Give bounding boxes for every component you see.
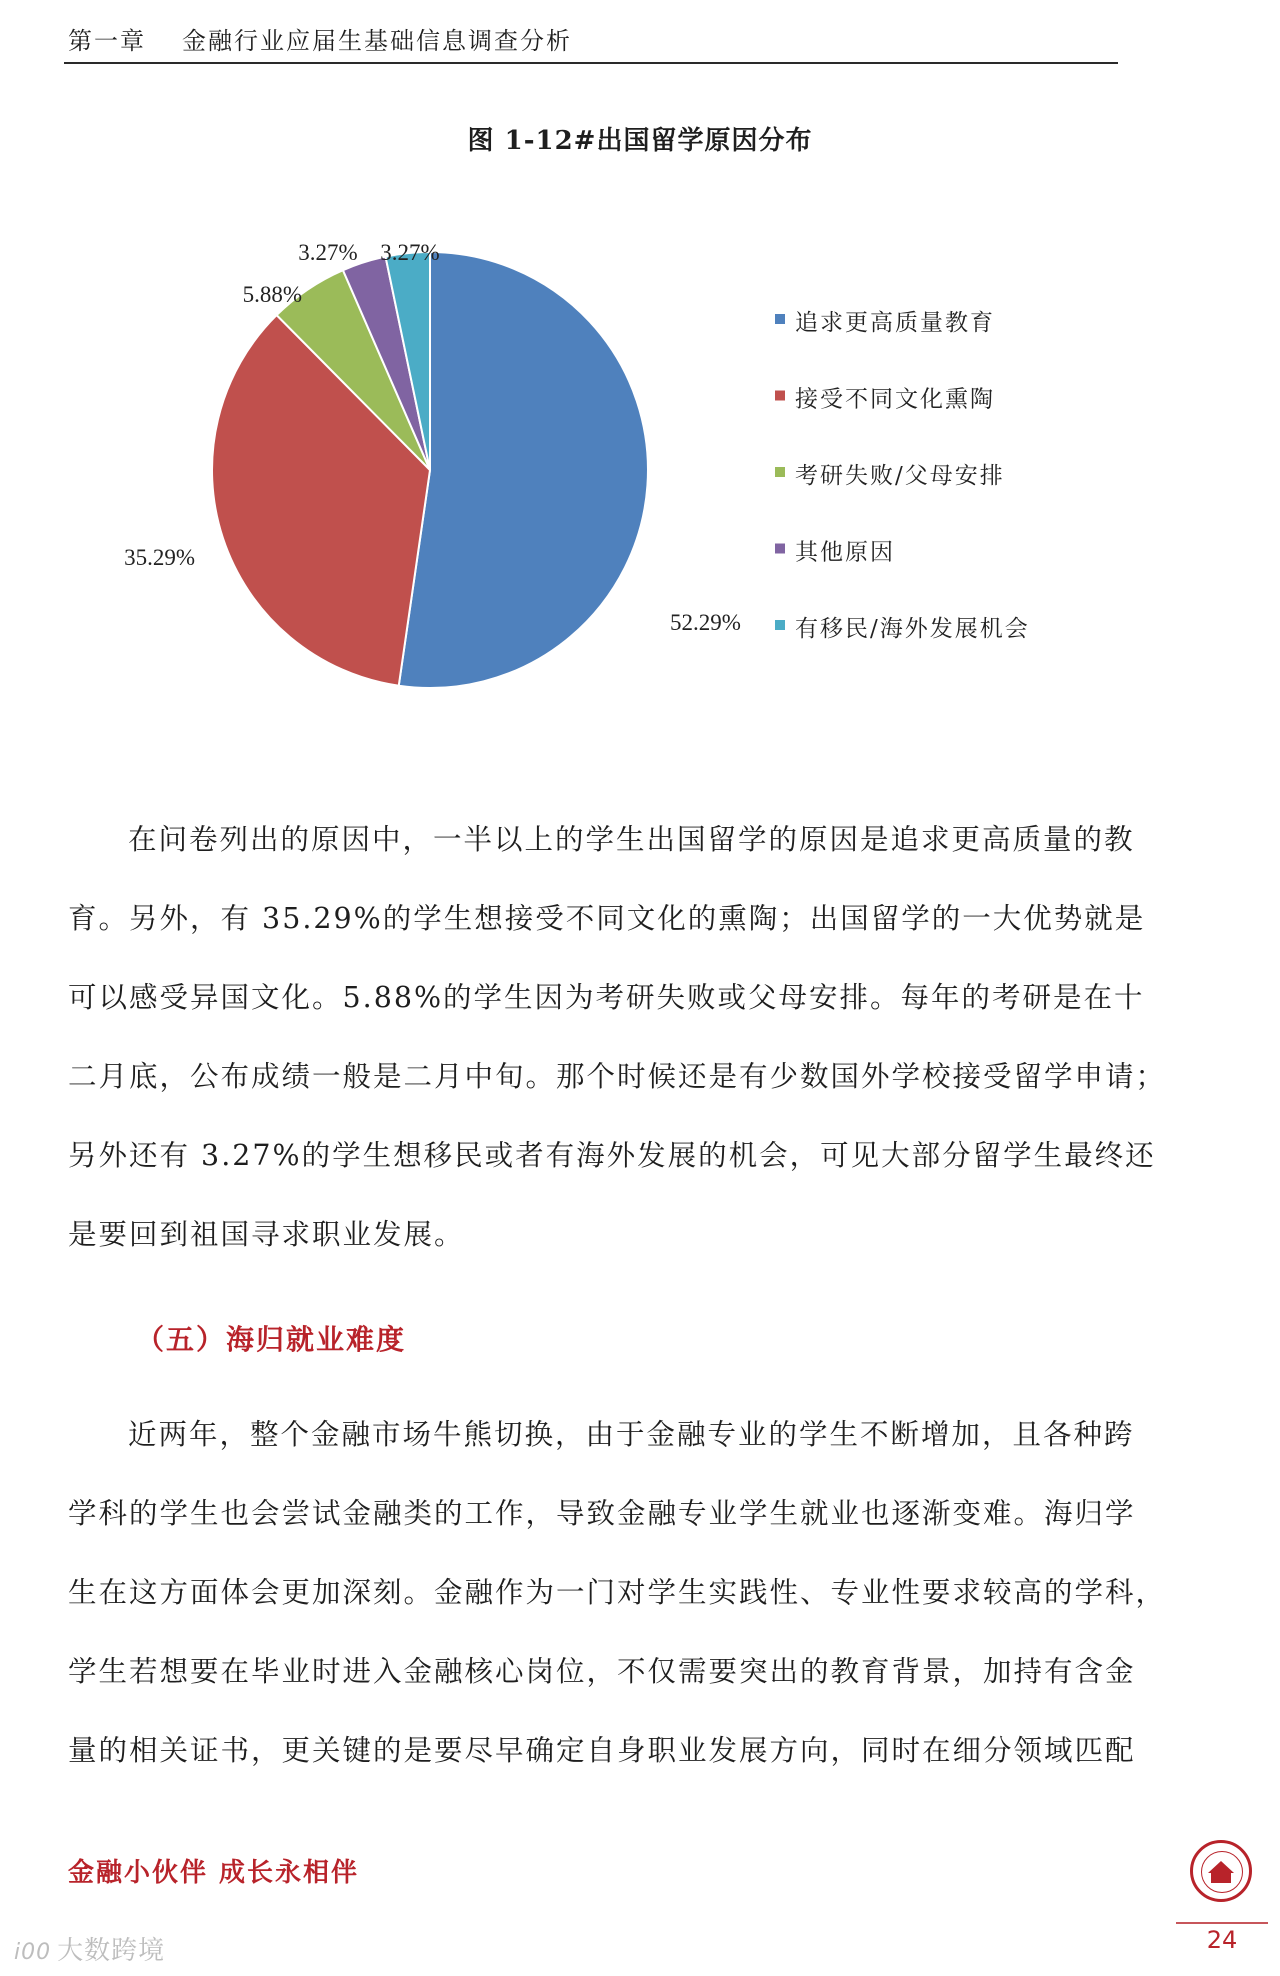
paragraph-difficulty <box>68 1410 1167 1805</box>
paragraph-line: 育。另外，有 35.29%的学生想接受不同文化的熏陶；出国留学的一大优势就是 <box>68 902 1146 935</box>
legend-swatch <box>775 467 785 477</box>
legend-label: 考研失败/父母安排 <box>795 463 1005 489</box>
legend-swatch <box>775 314 785 324</box>
paragraph-line: 另外还有 3.27%的学生想移民或者有海外发展的机会，可见大部分留学生最终还 <box>68 1139 1156 1172</box>
footer-slogan: 金融小伙伴 成长永相伴 <box>68 1858 360 1888</box>
page-header <box>64 24 1118 64</box>
chapter-title: 金融行业应届生基础信息调查分析 <box>182 27 572 55</box>
legend-swatch <box>775 620 785 630</box>
watermark <box>14 1930 165 1967</box>
legend-swatch <box>775 391 785 401</box>
data-label: 3.27% <box>380 240 440 265</box>
paragraph-line: 近两年，整个金融市场牛熊切换，由于金融专业的学生不断增加，且各种跨 <box>128 1418 1135 1451</box>
data-label: 52.29% <box>670 610 741 635</box>
watermark-text: 大数跨境 <box>57 1936 166 1966</box>
data-label: 5.88% <box>242 282 302 307</box>
data-label: 35.29% <box>124 545 195 570</box>
paragraph-line: 可以感受异国文化。5.88%的学生因为考研失败或父母安排。每年的考研是在十 <box>68 981 1145 1014</box>
data-label: 3.27% <box>298 240 358 265</box>
page-number-rule <box>1176 1922 1268 1924</box>
legend-label: 有移民/海外发展机会 <box>795 616 1030 642</box>
paragraph-line: 学科的学生也会尝试金融类的工作，导致金融专业学生就业也逐渐变难。海归学 <box>68 1497 1136 1530</box>
paragraph-line: 生在这方面体会更加深刻。金融作为一门对学生实践性、专业性要求较高的学科， <box>68 1576 1167 1609</box>
legend-swatch <box>775 544 785 554</box>
university-seal-logo <box>1190 1840 1252 1902</box>
paragraph-line: 是要回到祖国寻求职业发展。 <box>68 1218 465 1251</box>
page-number: 24 <box>1206 1926 1238 1954</box>
paragraph-line: 在问卷列出的原因中，一半以上的学生出国留学的原因是追求更高质量的教 <box>128 823 1135 856</box>
paragraph-reasons <box>68 815 1167 1289</box>
legend-label: 其他原因 <box>795 539 895 566</box>
legend-label: 接受不同文化熏陶 <box>795 386 995 413</box>
watermark-logo-icon: i00 <box>14 1940 52 1965</box>
pie-slice <box>399 252 648 688</box>
paragraph-line: 学生若想要在毕业时进入金融核心岗位，不仅需要突出的教育背景，加持有含金 <box>68 1655 1136 1688</box>
figure-title: 图 1-12#出国留学原因分布 <box>467 126 813 156</box>
paragraph-line: 量的相关证书，更关键的是要尽早确定自身职业发展方向，同时在细分领域匹配 <box>68 1734 1136 1767</box>
paragraph-line: 二月底，公布成绩一般是二月中旬。那个时候还是有少数国外学校接受留学申请； <box>68 1060 1167 1093</box>
chapter-label: 第一章 <box>68 27 146 55</box>
pie-chart <box>80 220 1160 740</box>
section-heading: （五）海归就业难度 <box>136 1323 407 1356</box>
legend-label: 追求更高质量教育 <box>795 310 995 336</box>
